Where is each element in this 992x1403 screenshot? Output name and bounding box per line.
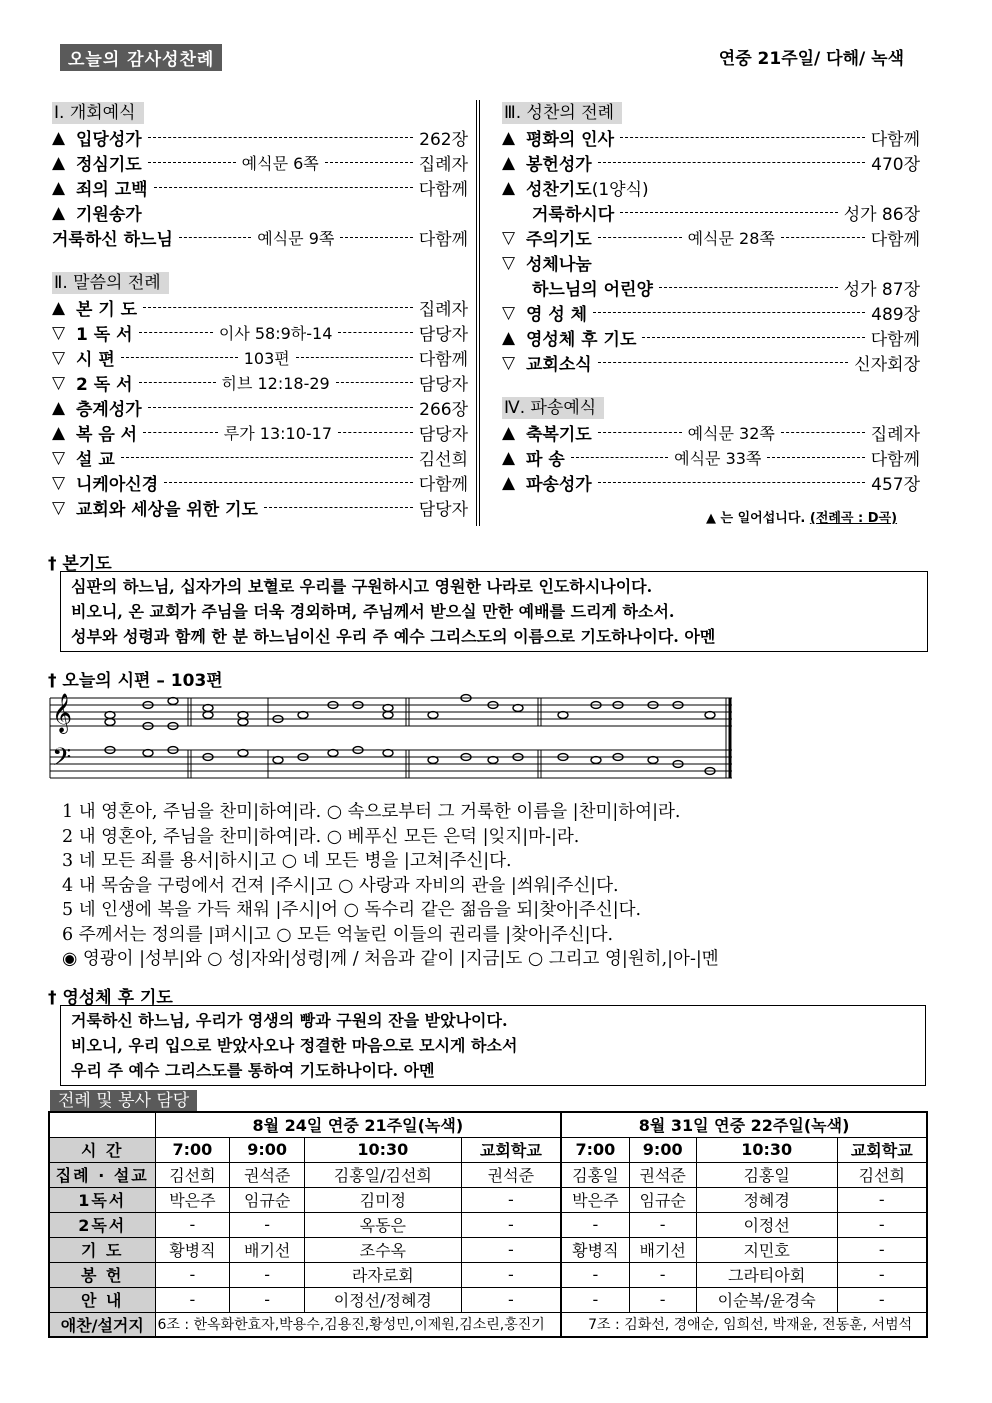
duty-assignee: - [230,1287,305,1312]
order-item-name: 교회와 세상을 위한 기도 [76,500,258,520]
order-item-assignee: 470장 [871,155,920,175]
section-word: Ⅱ. 말씀의 전례 [52,272,169,294]
order-item-name: 거룩하신 하느님 [52,230,173,250]
psalm-verse: 1 내 영혼아, 주님을 찬미|하여|라. ○ 속으로부터 그 거룩한 이름을 |찬미|하여|라. [62,802,681,822]
leader-dashes [598,482,865,483]
duty-assignee: - [561,1262,629,1287]
order-row [52,345,468,370]
sit-triangle-icon: ▽ [502,227,516,248]
psalm-verse: 5 네 인생에 복을 가득 채워 |주시|어 ○ 독수리 같은 젊음을 되|찾아|주신|다. [62,900,642,920]
leader-dashes [598,237,682,238]
order-item-name: 입당성가 [76,130,142,150]
order-item-assignee: 신자회장 [854,355,920,375]
order-item-name: 1 독 서 [76,325,133,345]
collect-line: 성부와 성령과 함께 한 분 하느님이신 우리 주 예수 그리스도의 이름으로 기도하나이다. 아멘 [71,627,716,646]
duty-assignee: - [461,1212,561,1237]
duty-assignee: - [461,1262,561,1287]
order-item-name: 영성체 후 기도 [526,330,637,350]
duty-assignee: 권석준 [230,1162,305,1187]
leader-dashes [148,137,413,138]
order-item-assignee: 담당자 [418,425,469,445]
leader-dashes [642,337,864,338]
psalm-chant-score [48,688,738,788]
leader-dashes [338,332,412,333]
order-row [52,200,468,225]
leader-dashes [164,482,413,483]
order-item-assignee: 다함께 [870,450,921,470]
stand-triangle-icon: ▲ [52,422,66,443]
order-item-reference: 히브 12:18-29 [221,374,330,393]
collect-line: 심판의 하느님, 십자가의 보혈로 우리를 구원하시고 영원한 나라로 인도하시나이다. [71,577,653,596]
duty-row [49,1237,927,1262]
psalm-verse: 4 내 목숨을 구렁에서 건져 |주시|고 ○ 사랑과 자비의 관을 |씌워|주신|다. [62,875,619,896]
order-row [52,150,468,175]
duty-assignee: 정혜경 [696,1187,837,1212]
order-row [52,175,468,200]
leader-dashes [598,162,865,163]
stand-triangle-icon: ▲ [502,472,516,493]
duty-roster-table [48,1111,928,1338]
order-item-assignee: 담당자 [418,500,468,520]
leader-dashes [571,457,668,458]
stand-triangle-icon: ▲ [502,127,516,148]
duty-assignee: 황병직 [155,1237,230,1262]
stand-triangle-icon: ▲ [52,297,66,318]
order-item-assignee: 집례자 [418,155,469,175]
order-item-reference: 예식문 6쪽 [241,154,319,173]
stand-triangle-icon: ▲ [502,152,516,173]
duty-assignee: 황병직 [561,1237,629,1262]
section-dismissal: Ⅳ. 파송예식 [502,397,604,419]
order-item-name: 설 교 [76,450,115,470]
psalm-title: † 오늘의 시편 – 103편 [48,671,223,691]
duty-assignee: 조수옥 [305,1237,462,1262]
order-row [52,225,468,250]
order-item-assignee: 489장 [871,305,920,325]
stand-triangle-icon: ▲ [52,177,66,198]
duty-assignee: 김선희 [155,1162,230,1187]
service-time: 7:00 [155,1137,230,1162]
section-opening: Ⅰ. 개회예식 [52,102,144,124]
sit-triangle-icon: ▽ [502,352,516,373]
order-row [502,200,920,225]
collect-box [60,571,928,652]
stand-triangle-icon: ▲ [52,127,66,148]
order-item-assignee: 다함께 [870,130,920,150]
duty-assignee: - [461,1237,561,1262]
duty-role: 2독서 [49,1212,155,1237]
fellowship-row [49,1312,927,1337]
duty-row [49,1287,927,1312]
psalm-verse: 3 네 모든 죄를 용서|하시|고 ○ 네 모든 병을 |고쳐|주신|다. [62,851,512,871]
leader-dashes [264,507,413,508]
psalm-verse: 2 내 영혼아, 주님을 찬미|하여|라. ○ 베푸신 모든 은덕 |잊지|마-|라. [62,826,580,847]
sit-triangle-icon: ▽ [52,497,66,518]
order-left-column [52,102,468,520]
week2-header: 8월 31일 연중 22주일(녹색) [561,1112,927,1137]
chant-note: (전례곡 : D곡) [809,511,898,526]
psalm-verse: 6 주께서는 정의를 |펴시|고 ○ 모든 억눌린 이들의 권리를 |찾아|주신|다. [62,924,614,945]
order-row [52,370,468,395]
leader-dashes [336,382,413,383]
duty-assignee: - [561,1212,629,1237]
order-item-name: 성찬기도 [526,180,592,200]
order-row [52,495,468,520]
order-item-assignee: 다함께 [418,350,469,370]
bar-lines [50,698,730,778]
order-item-name: 니케아신경 [76,475,159,495]
order-row [502,470,920,495]
duty-assignee: 박은주 [561,1187,629,1212]
sit-triangle-icon: ▽ [52,347,66,368]
leader-dashes [781,237,865,238]
order-item-name: 축복기도 [526,425,592,445]
leader-dashes [143,432,218,433]
postcommunion-line: 우리 주 예수 그리스도를 통하여 기도하나이다. 아멘 [71,1061,435,1080]
order-row [502,150,920,175]
duty-assignee: - [155,1212,230,1237]
order-item-name: 죄의 고백 [76,180,148,200]
duty-assignee: 김홍일/김선희 [305,1162,462,1187]
leader-dashes [338,432,413,433]
leader-dashes [148,407,413,408]
duty-row [49,1262,927,1287]
duty-role: 집례 · 설교 [49,1162,155,1187]
order-row [52,395,468,420]
order-item-name: 봉헌성가 [526,155,592,175]
duty-assignee: - [561,1287,629,1312]
duty-assignee: 배기선 [629,1237,696,1262]
duty-assignee: - [837,1187,927,1212]
duty-assignee: - [461,1187,561,1212]
duty-row [49,1162,927,1187]
column-divider [476,100,480,526]
order-item-reference: 103편 [243,349,290,368]
stand-triangle-icon: ▲ [502,177,516,198]
order-item-name: 본 기 도 [76,300,138,320]
stand-triangle-icon: ▲ [52,202,66,223]
order-item-reference: 예식문 9쪽 [257,229,335,248]
order-item-name: 성체나눔 [526,255,592,275]
duty-assignee: - [837,1212,927,1237]
standing-note-text: ▲ 는 일어섭니다. [706,511,806,526]
order-item-reference: 예식문 28쪽 [687,229,775,248]
duty-assignee: 권석준 [629,1162,696,1187]
collect-line: 비오니, 온 교회가 주님을 더욱 경외하며, 주님께서 받으실 만한 예배를 드리게 하소서. [71,602,675,621]
sit-triangle-icon: ▽ [52,472,66,493]
sit-triangle-icon: ▽ [52,447,66,468]
duty-assignee: 김미정 [305,1187,462,1212]
order-item-assignee: 담당자 [418,325,469,345]
order-item-name: 복 음 서 [76,425,138,445]
leader-dashes [620,212,838,213]
leader-dashes [139,332,213,333]
postcommunion-line: 거룩하신 하느님, 우리가 영생의 빵과 구원의 잔을 받았나이다. [71,1011,508,1030]
order-item-reference: 예식문 32쪽 [687,424,775,443]
duty-assignee: 임규순 [629,1187,696,1212]
leader-dashes [598,432,682,433]
duty-assignee: 이순복/윤경숙 [696,1287,837,1312]
duty-row [49,1212,927,1237]
order-row [502,350,920,375]
sunday-title: 연중 21주일/ 다해/ 녹색 [718,49,904,69]
leader-dashes [121,457,413,458]
duty-assignee: - [230,1262,305,1287]
stand-triangle-icon: ▲ [502,327,516,348]
duty-assignee: 권석준 [461,1162,561,1187]
duty-assignee: 박은주 [155,1187,230,1212]
order-row [502,250,920,275]
order-item-name: 평화의 인사 [526,130,615,150]
stand-triangle-icon: ▲ [502,447,516,468]
order-item-assignee: 성가 87장 [843,280,920,300]
duty-assignee: - [461,1287,561,1312]
leader-dashes [620,137,865,138]
leader-dashes [148,162,236,163]
leader-dashes [121,357,238,358]
week-header-row [49,1112,927,1137]
fellowship-label: 애찬/설거지 [49,1312,155,1337]
duty-assignee: - [629,1212,696,1237]
duty-assignee: 이정선 [696,1212,837,1237]
leader-dashes [598,362,849,363]
sit-triangle-icon: ▽ [502,252,516,273]
order-item-reference: 예식문 33쪽 [674,449,762,468]
duty-assignee: 이정선/정혜경 [305,1287,462,1312]
time-label: 시 간 [49,1137,155,1162]
order-item-name: 시 편 [76,350,115,370]
order-row [502,445,920,470]
stand-triangle-icon: ▲ [502,422,516,443]
order-item-name: 영 성 체 [526,305,588,325]
sit-triangle-icon: ▽ [52,322,66,343]
order-row [52,125,468,150]
leader-dashes [659,287,838,288]
duty-assignee: 임규순 [230,1187,305,1212]
psalm-gloria: ◉ 영광이 |성부|와 ○ 성|자와|성령|께 / 처음과 같이 |지금|도 ○ 그리고 영|원히,|아-|멘 [62,949,719,969]
order-item-assignee: 김선희 [418,450,468,470]
order-row [502,275,920,300]
order-item-name: 기원송가 [76,205,142,225]
order-item-assignee: 다함께 [418,230,468,250]
duty-role: 안 내 [49,1287,155,1312]
order-row [502,175,920,200]
section-eucharist: Ⅲ. 성찬의 전례 [502,102,622,124]
order-row [52,445,468,470]
leader-dashes [325,162,413,163]
order-row [502,420,920,445]
stand-triangle-icon: ▲ [52,397,66,418]
duty-assignee: - [837,1287,927,1312]
duty-role: 1독서 [49,1187,155,1212]
order-item-assignee: 266장 [419,400,468,420]
order-item-name: 파 송 [526,450,565,470]
leader-dashes [296,357,413,358]
duty-role: 봉 헌 [49,1262,155,1287]
standing-note [706,507,897,526]
duty-assignee: 김선희 [837,1162,927,1187]
duty-assignee: 라자로회 [305,1262,462,1287]
stand-triangle-icon: ▲ [52,152,66,173]
order-item-name: 거룩하시다 [532,205,615,225]
service-time: 10:30 [305,1137,462,1162]
order-item-assignee: 성가 86장 [843,205,920,225]
order-row [502,225,920,250]
duty-assignee: 배기선 [230,1237,305,1262]
duty-assignee: - [629,1287,696,1312]
order-item-assignee: 담당자 [418,375,469,395]
order-item-name: 교회소식 [526,355,592,375]
duty-role: 기 도 [49,1237,155,1262]
leader-dashes [139,382,216,383]
order-row [502,125,920,150]
duty-assignee: - [629,1262,696,1287]
duty-table-title: 전례 및 봉사 담당 [50,1090,197,1112]
treble-clef-icon: 𝄞 [52,693,73,733]
duty-assignee: 지민호 [696,1237,837,1262]
sit-triangle-icon: ▽ [502,302,516,323]
order-item-name: 층계성가 [76,400,142,420]
order-right-column [502,102,920,495]
order-item-reference: 루가 13:10-17 [223,424,333,443]
service-time: 9:00 [629,1137,696,1162]
duty-assignee: - [837,1262,927,1287]
order-item-name: 2 독 서 [76,375,133,395]
duty-assignee: 그라티아회 [696,1262,837,1287]
sit-triangle-icon: ▽ [52,372,66,393]
order-item-assignee: 262장 [419,130,468,150]
week1-header: 8월 24일 연중 21주일(녹색) [155,1112,561,1137]
corner-cell [49,1112,155,1137]
leader-dashes [154,187,413,188]
duty-assignee: - [837,1237,927,1262]
order-item-assignee: 집례자 [418,300,468,320]
duty-assignee: 옥동은 [305,1212,462,1237]
order-item-assignee: 457장 [871,475,920,495]
duty-assignee: 김홍일 [561,1162,629,1187]
service-time: 교회학교 [837,1137,927,1162]
order-row [502,325,920,350]
order-item-name: 정심기도 [76,155,142,175]
bass-clef-icon: 𝄢 [52,743,72,778]
leader-dashes [781,432,865,433]
order-item-name: 하느님의 어린양 [532,280,653,300]
postcommunion-box [60,1005,926,1086]
order-item-assignee: 다함께 [870,330,920,350]
order-item-extra: (1양식) [591,180,649,200]
duty-assignee: 김홍일 [696,1162,837,1187]
order-item-assignee: 다함께 [418,475,468,495]
order-item-assignee: 집례자 [870,425,921,445]
service-time: 10:30 [696,1137,837,1162]
order-row [52,320,468,345]
time-row [49,1137,927,1162]
fellowship-group-week2: 7조 : 김화선, 경애순, 임희선, 박재윤, 전동훈, 서범석 [561,1312,927,1337]
order-item-assignee: 다함께 [418,180,468,200]
leader-dashes [767,457,864,458]
order-row [502,300,920,325]
order-row [52,420,468,445]
leader-dashes [593,312,865,313]
service-time: 교회학교 [461,1137,561,1162]
psalm-text [62,800,719,972]
order-row [52,470,468,495]
duty-assignee: - [155,1262,230,1287]
duty-assignee: - [155,1287,230,1312]
liturgy-badge: 오늘의 감사성찬례 [60,44,222,71]
order-item-name: 주의기도 [526,230,592,250]
leader-dashes [340,237,412,238]
postcommunion-title: † 영성체 후 기도 [48,988,173,1008]
notes-lower [105,747,715,775]
duty-assignee: - [230,1212,305,1237]
collect-title: † 본기도 [48,554,112,574]
service-time: 9:00 [230,1137,305,1162]
order-item-assignee: 다함께 [870,230,921,250]
service-time: 7:00 [561,1137,629,1162]
order-item-name: 파송성가 [526,475,592,495]
postcommunion-line: 비오니, 우리 입으로 받았사오나 정결한 마음으로 모시게 하소서 [71,1036,518,1055]
fellowship-group-week1: 6조 : 한옥화한효자,박용수,김용진,황성민,이제원,김소린,홍진기 [155,1312,561,1337]
duty-row [49,1187,927,1212]
leader-dashes [143,307,413,308]
order-row [52,295,468,320]
leader-dashes [179,237,251,238]
order-item-reference: 이사 58:9하-14 [218,324,333,343]
